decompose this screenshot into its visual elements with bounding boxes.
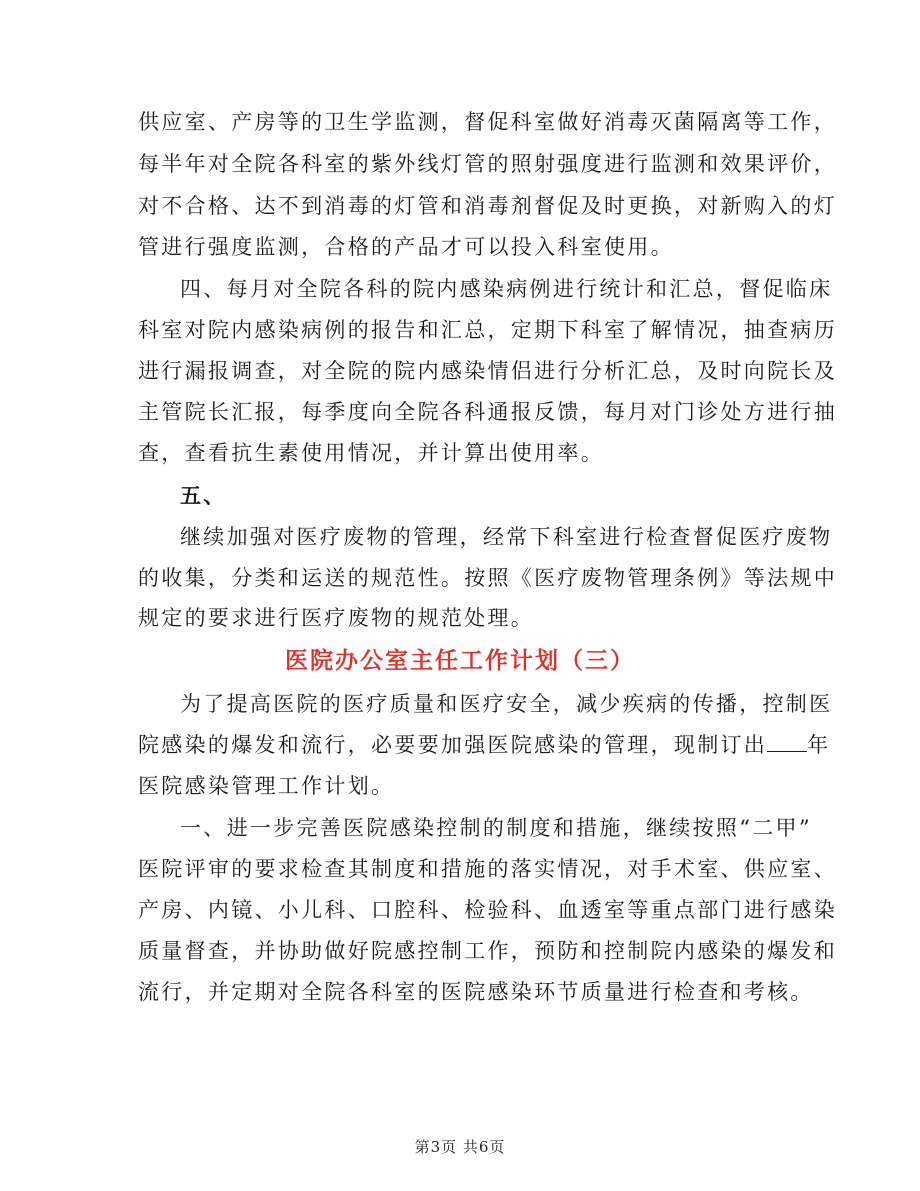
section-five-heading: 五、 (180, 483, 227, 508)
paragraph-line: 进行漏报调查，对全院的院内感染情侣进行分析汇总，及时向院长及 (138, 359, 837, 383)
paragraph-line: 管进行强度监测，合格的产品才可以投入科室使用。 (138, 235, 674, 259)
section-four-text: 四、每月对全院各科的院内感染病例进行统计和汇总，督促临床 (180, 277, 833, 301)
paragraph-line: 医院感染管理工作计划。 (138, 774, 395, 798)
intro-text-before-blank: 院感染的爆发和流行，必要要加强医院感染的管理，现制订出 (138, 733, 768, 757)
paragraph-line: 科室对院内感染病例的报告和汇总，定期下科室了解情况，抽查病历 (138, 318, 837, 342)
paragraph-line: 继续加强对医疗废物的管理，经常下科室进行检查督促医疗废物 (180, 525, 833, 549)
year-blank (767, 733, 807, 752)
paragraph-line: 主管院长汇报，每季度向全院各科通报反馈，每月对门诊处方进行抽 (138, 400, 837, 424)
paragraph-line: 供应室、产房等的卫生学监测，督促科室做好消毒灭菌隔离等工作， (138, 110, 837, 134)
paragraph-line: 医院评审的要求检查其制度和措施的落实情况，对手术室、供应室、 (138, 857, 837, 881)
paragraph-line-with-blank (138, 731, 830, 759)
paragraph-line: 规定的要求进行医疗废物的规范处理。 (138, 606, 535, 630)
document-title: 医院办公室主任工作计划（三） (285, 648, 635, 674)
intro-text-after-blank: 年 (807, 733, 831, 757)
paragraph-line: 产房、内镜、小儿科、口腔科、检验科、血透室等重点部门进行感染 (138, 898, 837, 922)
paragraph-line: 一、进一步完善医院感染控制的制度和措施，继续按照“二甲” (180, 816, 812, 840)
page-number-footer: 第3页 共6页 (414, 1138, 506, 1156)
paragraph-line: 流行，并定期对全院各科室的医院感染环节质量进行检查和考核。 (138, 980, 814, 1004)
section-four-first-line (180, 275, 832, 303)
paragraph-line: 的收集，分类和运送的规范性。按照《医疗废物管理条例》等法规中 (138, 566, 837, 590)
paragraph-line: 每半年对全院各科室的紫外线灯管的照射强度进行监测和效果评价， (138, 152, 837, 176)
paragraph-line: 对不合格、达不到消毒的灯管和消毒剂督促及时更换，对新购入的灯 (138, 194, 837, 218)
paragraph-line: 为了提高医院的医疗质量和医疗安全，减少疾病的传播，控制医 (180, 692, 833, 716)
paragraph-line: 质量督查，并协助做好院感控制工作，预防和控制院内感染的爆发和 (138, 939, 837, 963)
paragraph-line: 查，查看抗生素使用情况，并计算出使用率。 (138, 441, 604, 465)
